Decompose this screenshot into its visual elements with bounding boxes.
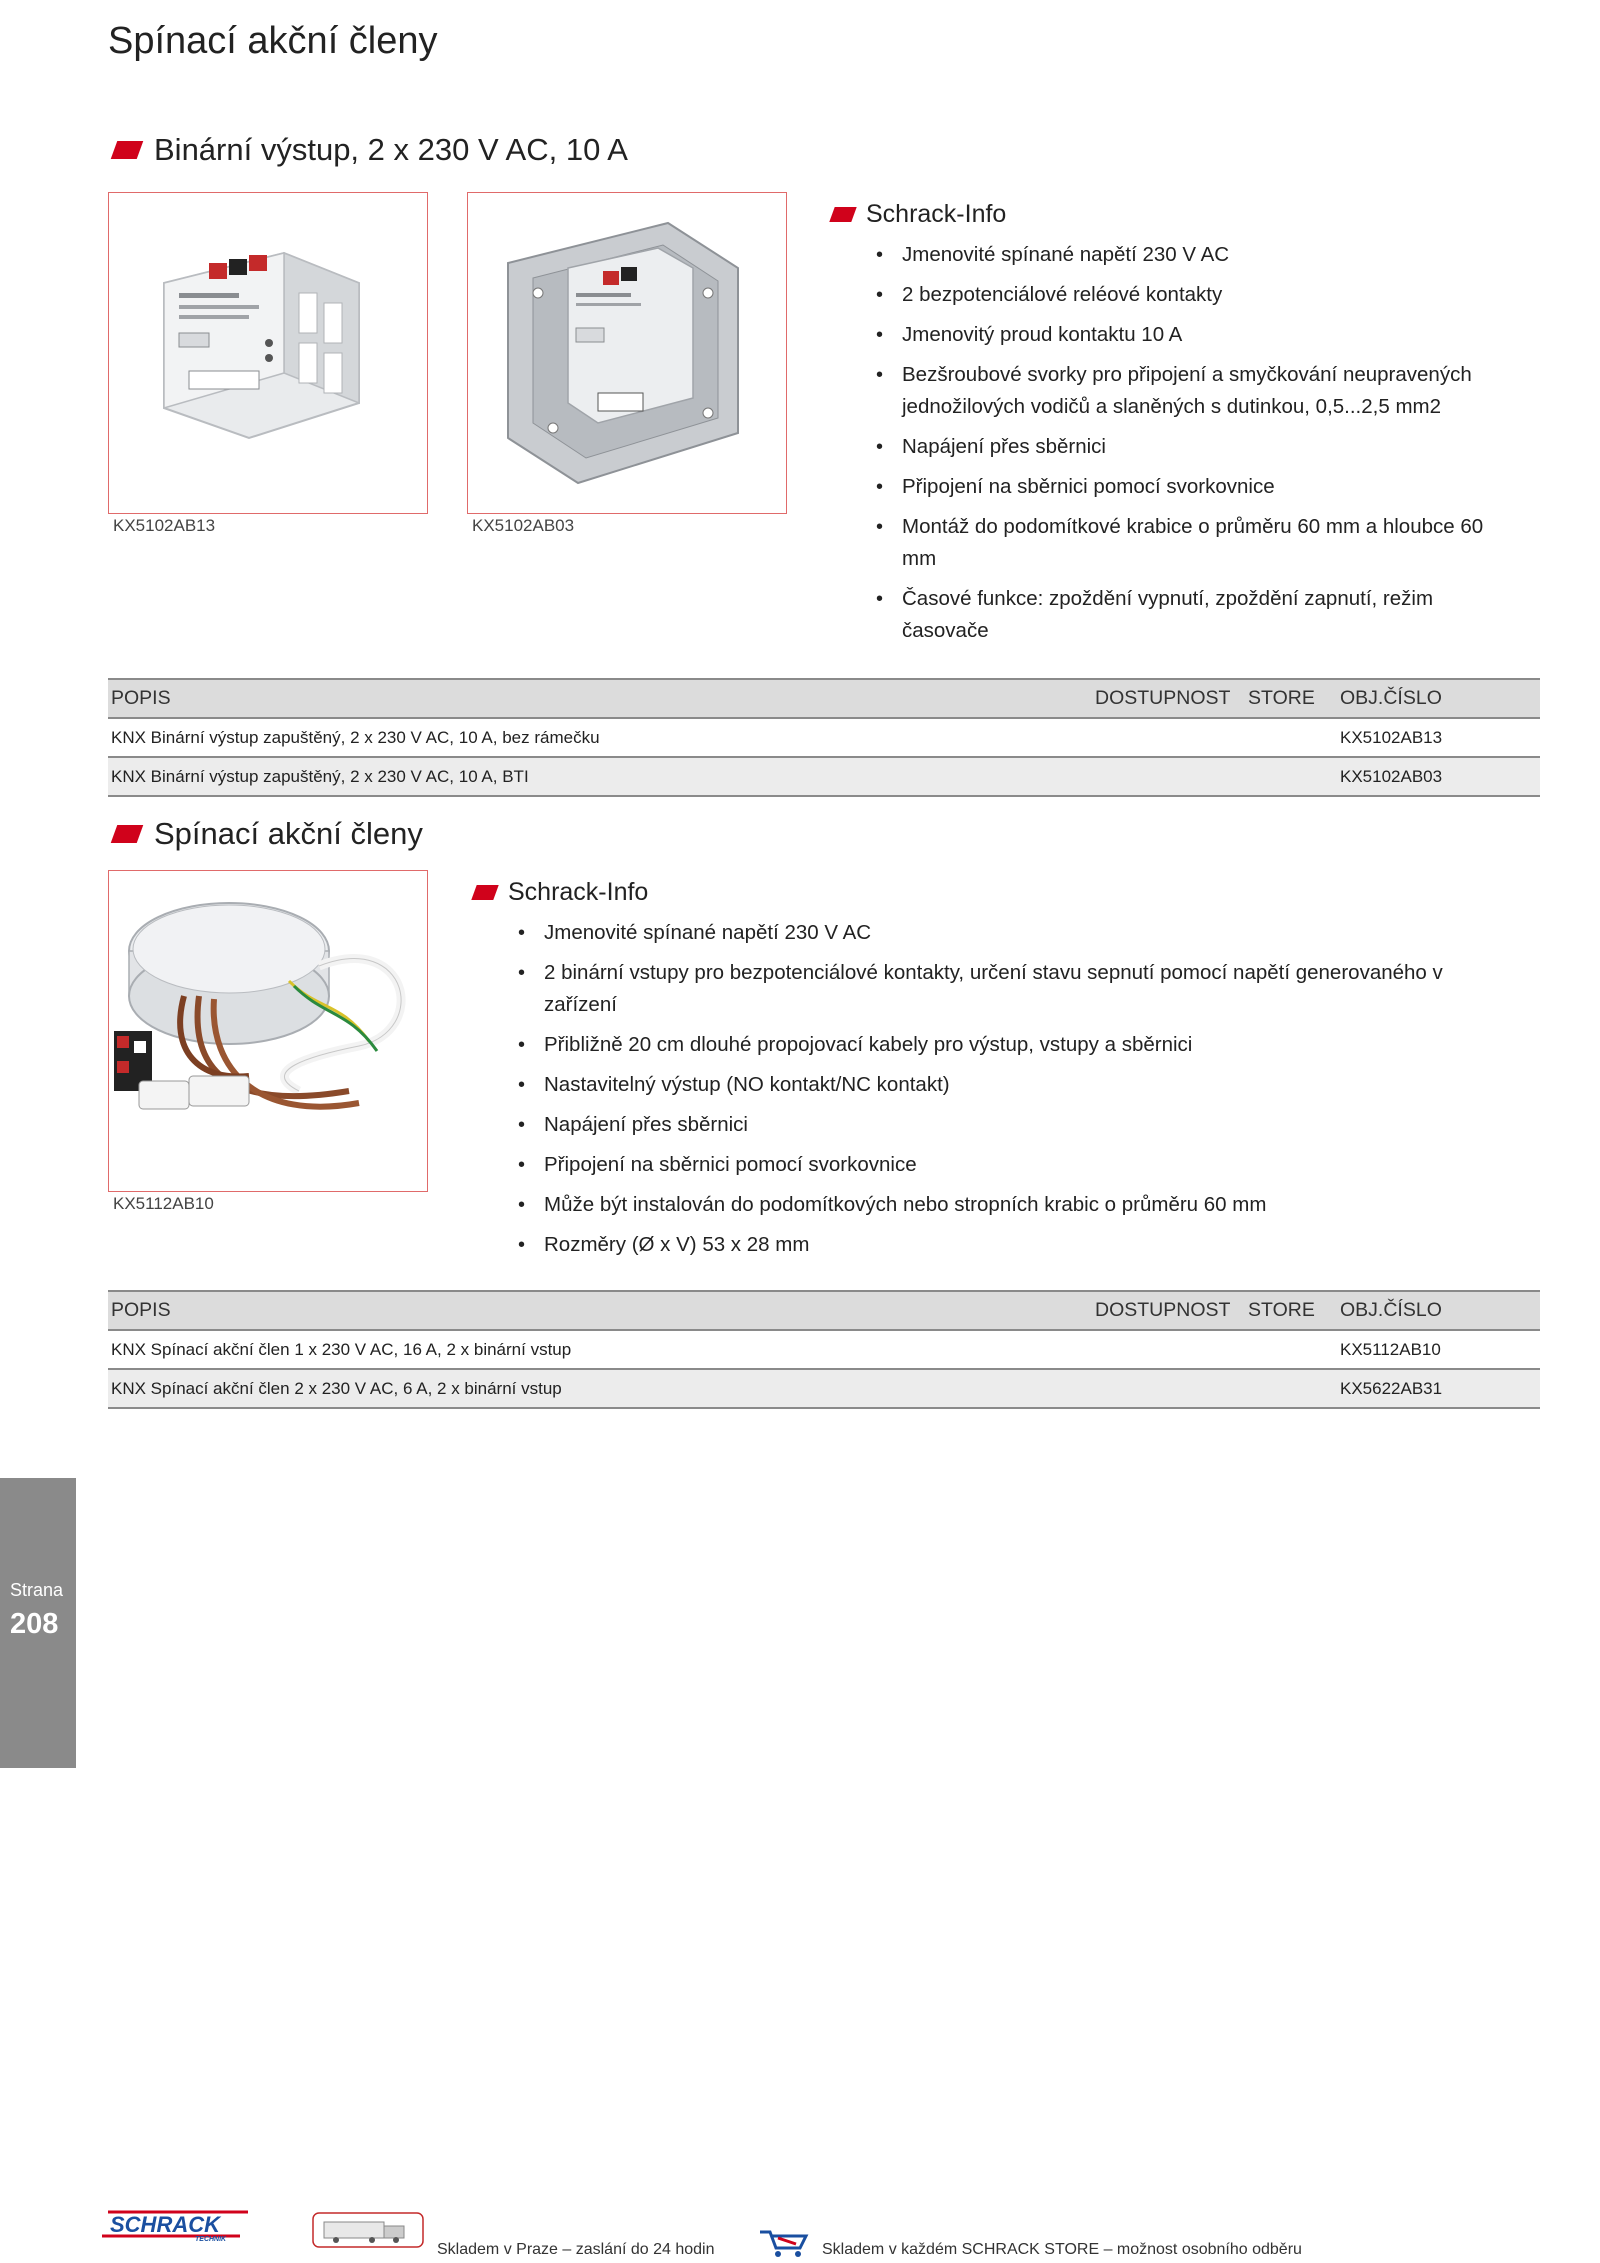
product-image-kx5102ab13: [108, 192, 428, 514]
info-bullet: • Připojení na sběrnici pomocí svorkovnice: [512, 1149, 1512, 1181]
row-obj: KX5102AB03: [1340, 767, 1443, 786]
red-marker-icon: [111, 141, 144, 159]
footer-caption-store: Skladem v každém SCHRACK STORE – možnost osobního odběru: [822, 2241, 1302, 2258]
info-bullet: • Připojení na sběrnici pomocí svorkovnice: [870, 471, 1510, 503]
col-obj: OBJ.ČÍSLO: [1340, 687, 1442, 709]
info-heading: [832, 200, 1006, 229]
row-obj: KX5112AB10: [1340, 1340, 1441, 1359]
shopping-cart-icon: [756, 2224, 812, 2258]
binary-output-frame-icon: [468, 193, 785, 512]
logo-text: SCHRACK: [110, 2212, 220, 2237]
switching-actuator-icon: [109, 871, 426, 1190]
row-obj: KX5622AB31: [1340, 1379, 1443, 1398]
col-store: STORE: [1248, 687, 1315, 709]
col-popis: POPIS: [111, 687, 171, 709]
page-label: Strana: [10, 1580, 64, 1600]
col-dostupnost: DOSTUPNOST: [1095, 687, 1231, 709]
info-bullet: • Bezšroubové svorky pro připojení a smyčkování neupravených jednožilových vodičů a slaněných s dutinkou, 0,5...2,5 mm2: [870, 359, 1510, 423]
info-bullet: • Může být instalován do podomítkových nebo stropních krabic o průměru 60 mm: [512, 1189, 1512, 1221]
info-bullet: • Časové funkce: zpoždění vypnutí, zpoždění zapnutí, režim časovače: [870, 583, 1510, 647]
table-header: [108, 678, 1540, 719]
row-popis: KNX Binární výstup zapuštěný, 2 x 230 V AC, 10 A, BTI: [111, 767, 529, 786]
red-marker-icon: [111, 825, 144, 843]
product-image-kx5112ab10: [108, 870, 428, 1192]
section2-title: Spínací akční členy: [154, 816, 423, 851]
row-popis: KNX Spínací akční člen 2 x 230 V AC, 6 A, 2 x binární vstup: [111, 1379, 562, 1398]
col-obj: OBJ.ČÍSLO: [1340, 1299, 1442, 1321]
product-code: KX5102AB03: [472, 516, 575, 535]
row-obj: KX5102AB13: [1340, 728, 1443, 747]
info-bullet-list: [512, 917, 1512, 1269]
delivery-truck-icon: [312, 2212, 424, 2248]
col-store: STORE: [1248, 1299, 1315, 1321]
info-bullet: • Nastavitelný výstup (NO kontakt/NC kontakt): [512, 1069, 1512, 1101]
table-row: [108, 758, 1540, 797]
product-table: [108, 678, 1540, 797]
table-row: [108, 1331, 1540, 1370]
info-title: Schrack-Info: [866, 200, 1007, 228]
logo-subtext: TECHNIK: [195, 2236, 227, 2242]
page-title: Spínací akční členy: [108, 20, 438, 62]
footer-caption-delivery: Skladem v Praze – zaslání do 24 hodin: [437, 2241, 715, 2258]
section1-heading: [114, 132, 628, 168]
info-bullet: • Jmenovité spínané napětí 230 V AC: [870, 239, 1510, 271]
info-bullet: • Rozměry (Ø x V) 53 x 28 mm: [512, 1229, 1512, 1261]
col-popis: POPIS: [111, 1299, 171, 1321]
red-marker-icon: [471, 885, 498, 900]
product-table: [108, 1290, 1540, 1409]
product-code: KX5112AB10: [113, 1194, 214, 1213]
info-title: Schrack-Info: [508, 878, 649, 906]
info-bullet: • 2 binární vstupy pro bezpotenciálové kontakty, určení stavu sepnutí pomocí napětí generovaného v zařízení: [512, 957, 1512, 1021]
page-side-tab: [0, 1478, 76, 1768]
row-popis: KNX Spínací akční člen 1 x 230 V AC, 16 A, 2 x binární vstup: [111, 1340, 572, 1359]
info-heading: [474, 878, 648, 907]
page-number: 208: [10, 1608, 59, 1640]
info-bullet: • Přibližně 20 cm dlouhé propojovací kabely pro výstup, vstupy a sběrnici: [512, 1029, 1512, 1061]
section1-title: Binární výstup, 2 x 230 V AC, 10 A: [154, 132, 628, 167]
table-header: [108, 1290, 1540, 1331]
schrack-logo: [100, 2206, 250, 2242]
row-popis: KNX Binární výstup zapuštěný, 2 x 230 V AC, 10 A, bez rámečku: [111, 728, 600, 747]
info-bullet: • Napájení přes sběrnici: [870, 431, 1510, 463]
product-image-kx5102ab03: [467, 192, 787, 514]
section2-heading: [114, 816, 423, 852]
table-row: [108, 719, 1540, 758]
binary-output-module-icon: [109, 193, 426, 512]
table-row: [108, 1370, 1540, 1409]
col-dostupnost: DOSTUPNOST: [1095, 1299, 1231, 1321]
info-bullet-list: [870, 239, 1510, 655]
red-marker-icon: [829, 207, 856, 222]
info-bullet: • Jmenovité spínané napětí 230 V AC: [512, 917, 1512, 949]
info-bullet: • Montáž do podomítkové krabice o průměru 60 mm a hloubce 60 mm: [870, 511, 1510, 575]
info-bullet: • 2 bezpotenciálové reléové kontakty: [870, 279, 1510, 311]
info-bullet: • Jmenovitý proud kontaktu 10 A: [870, 319, 1510, 351]
product-code: KX5102AB13: [113, 516, 216, 535]
info-bullet: • Napájení přes sběrnici: [512, 1109, 1512, 1141]
schrack-logo-icon: [100, 2206, 250, 2242]
